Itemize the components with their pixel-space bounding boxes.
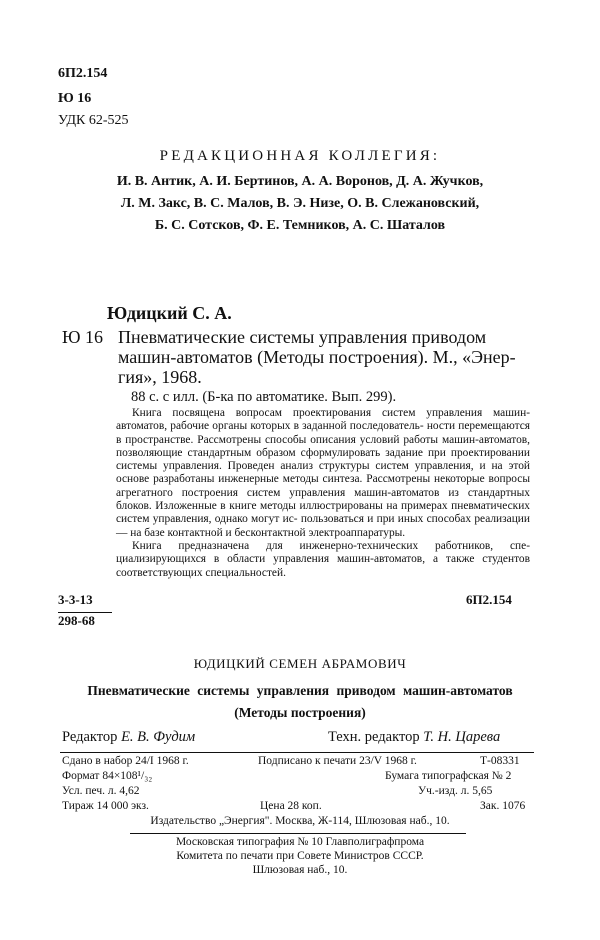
printer-divider (130, 833, 466, 834)
print-sheets: Усл. печ. л. 4,62 (62, 785, 140, 797)
editor-credit (62, 729, 195, 746)
tech-editor-label: Техн. редактор (328, 729, 420, 745)
catalog-title-line: машин-автоматов (Методы построения). М., «Энер- (118, 347, 516, 367)
order-number: Зак. 1076 (480, 800, 526, 812)
format-info: Формат 84×108¹/₃₂ (62, 770, 153, 782)
printer-line: Шлюзовая наб., 10. (252, 864, 348, 876)
catalog-index-bottom: 298-68 (58, 613, 95, 628)
catalog-bbk-right: 6П2.154 (466, 592, 512, 607)
imprint-title: Пневматические системы управления приводом машин-автоматов (87, 683, 513, 698)
printer-line: Комитета по печати при Совете Министров СССР. (176, 850, 424, 862)
editorial-board-line: Л. М. Закс, В. С. Малов, В. Э. Низе, О. В. Слежановский, (120, 196, 480, 211)
imprint-divider (60, 752, 534, 753)
sent-to-set: Сдано в набор 24/I 1968 г. (62, 755, 189, 767)
paper-info: Бумага типографская № 2 (385, 770, 512, 782)
pub-sheets: Уч.-изд. л. 5,65 (418, 785, 493, 797)
editor-label: Редактор (62, 729, 118, 745)
price: Цена 28 коп. (260, 800, 322, 812)
printer-line: Московская типография № 10 Главполиграфпрома (175, 836, 425, 848)
tech-editor-name: Т. Н. Царева (423, 729, 501, 745)
editor-name: Е. В. Фудим (121, 729, 196, 745)
signed-to-print: Подписано к печати 23/V 1968 г. (258, 755, 417, 767)
catalog-index-top: 3-3-13 (58, 592, 93, 607)
author-code: Ю 16 (58, 91, 92, 106)
abstract-paragraph: Книга посвящена вопросам проектирования систем управления машин-автоматов, рабочие органы которых в заданной последователь- ности перемещаются в пространстве. Рассмотрены способы описания условий работы машин-автоматов, позволяющие стандартным образом сформулировать задание при проектировании системы управления. Проведен анализ структуры систем управления, и на этой основе разработаны инженерные методы синтеза. Рассмотрены некоторые вопросы агрегатного построения систем управления машин-автоматов из стандартных блоков. Изложенные в книге методы иллюстрированы на примерах пневматических систем управления, однако могут ис- пользоваться и при иных способах реализации — на базе контактной и бесконтактной электроаппаратуры. (116, 407, 530, 539)
catalog-abstract (116, 407, 530, 580)
editorial-board-line: Б. С. Сотсков, Ф. Е. Темников, А. С. Шаталов (154, 218, 446, 233)
catalog-index: Ю 16 (62, 327, 104, 347)
circulation: Тираж 14 000 экз. (62, 800, 149, 812)
bbk-code: 6П2.154 (58, 66, 108, 81)
catalog-author: Юдицкий С. А. (107, 303, 232, 323)
publisher-info: Издательство „Энергия". Москва, Ж-114, Шлюзовая наб., 10. (150, 815, 450, 827)
tech-editor-credit (328, 729, 500, 746)
catalog-pages-info: 88 с. с илл. (Б-ка по автоматике. Вып. 299). (131, 389, 397, 405)
imprint-subtitle: (Методы построения) (234, 705, 366, 720)
udk-code: УДК 62-525 (58, 113, 129, 128)
abstract-paragraph: Книга предназначена для инженерно-технических работников, спе- циализирующихся в области управления машин-автоматов, а также студентов соответствующих специальностей. (116, 539, 530, 579)
catalog-title-line: Пневматические системы управления приводом (118, 327, 487, 347)
editorial-board-line: И. В. Антик, А. И. Бертинов, А. А. Воронов, Д. А. Жучков, (116, 174, 484, 189)
order-code: Т-08331 (480, 755, 520, 767)
editorial-board-title: РЕДАКЦИОННАЯ КОЛЛЕГИЯ: (159, 148, 441, 164)
imprint-author: ЮДИЦКИЙ СЕМЕН АБРАМОВИЧ (193, 656, 407, 671)
catalog-title-line: гия», 1968. (118, 367, 202, 387)
